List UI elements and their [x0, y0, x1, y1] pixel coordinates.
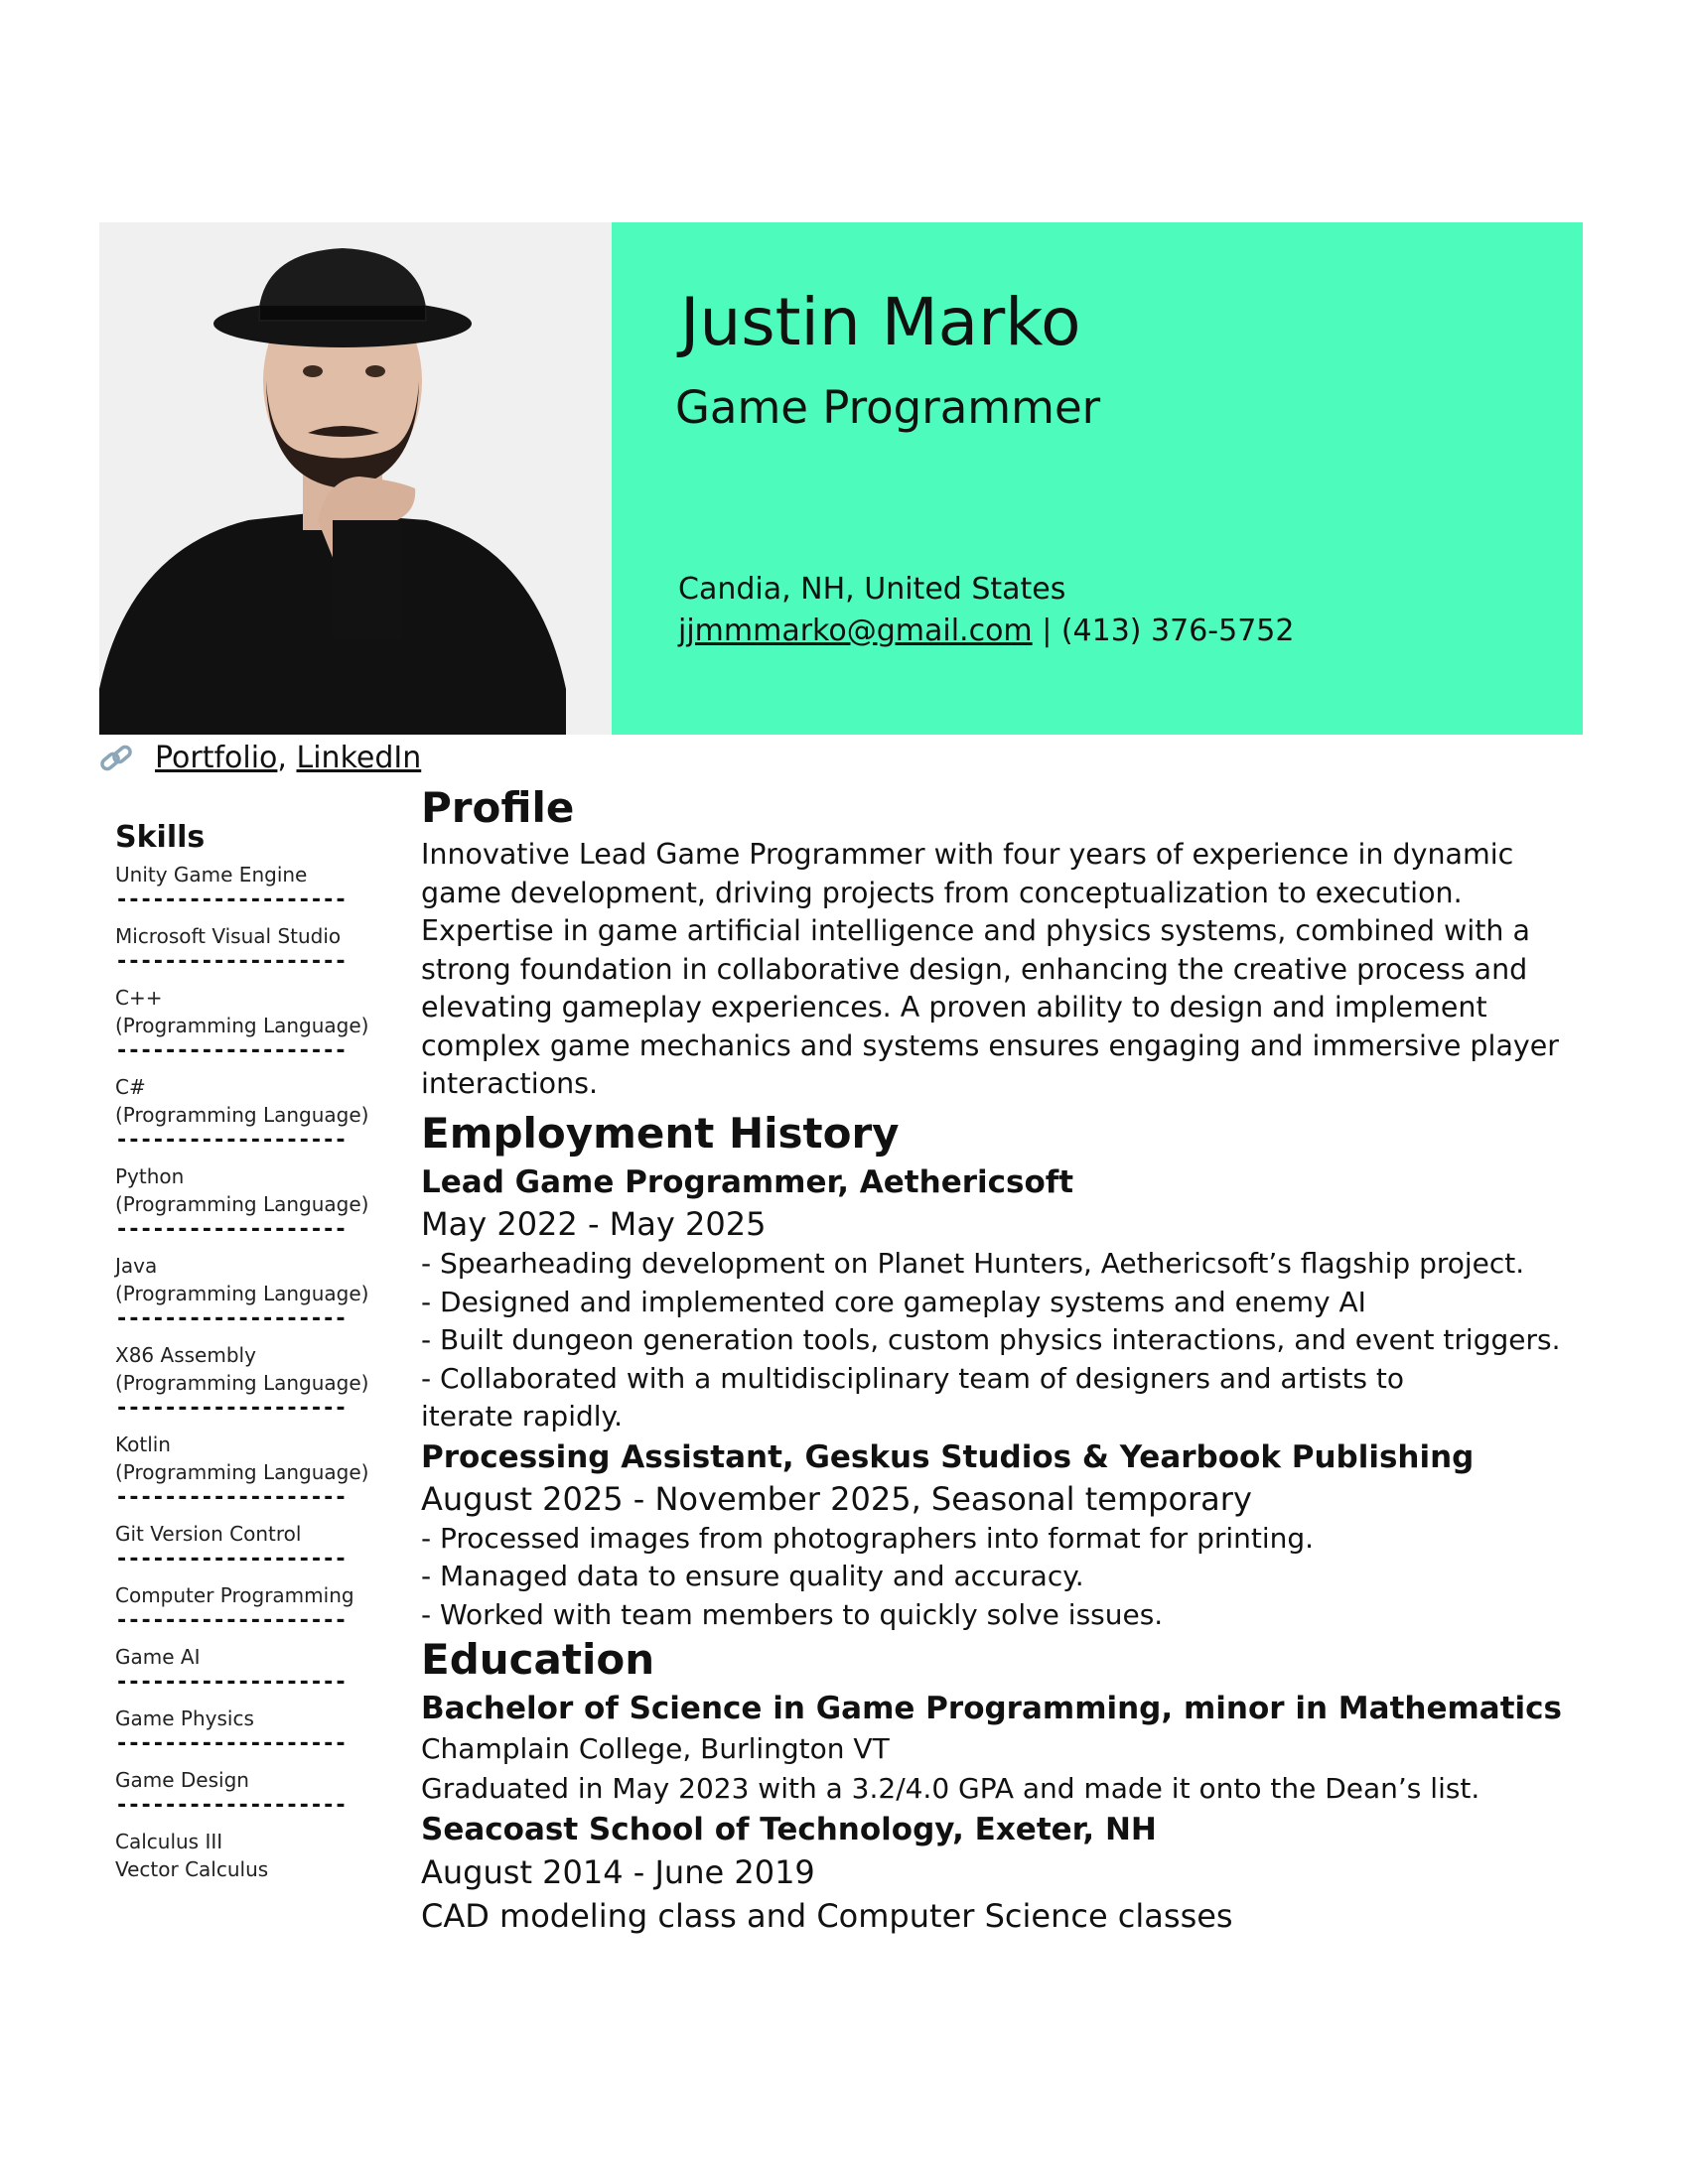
location: Candia, NH, United States — [678, 572, 1066, 607]
skill-separator: ------------------- — [115, 1217, 347, 1242]
profile-title: Profile — [421, 783, 575, 832]
job-dates: May 2022 - May 2025 — [421, 1205, 767, 1243]
job-bullet: - Built dungeon generation tools, custom physics interactions, and event triggers. — [421, 1323, 1561, 1356]
degree-title: Bachelor of Science in Game Programming, minor in Mathematics — [421, 1691, 1562, 1726]
header-panel — [612, 222, 1583, 735]
job-bullet: - Spearheading development on Planet Hunters, Aethericsoft’s flagship project. — [421, 1247, 1525, 1280]
education-title: Education — [421, 1635, 655, 1684]
skill-item: X86 Assembly (Programming Language) — [115, 1343, 369, 1395]
job-bullet: - Managed data to ensure quality and accuracy. — [421, 1560, 1084, 1592]
education-entry — [421, 1688, 1593, 1809]
education-entry — [421, 1809, 1593, 1938]
job-bullet: - Designed and implemented core gameplay systems and enemy AI — [421, 1285, 1366, 1318]
education-detail: CAD modeling class and Computer Science classes — [421, 1897, 1233, 1935]
skill-separator: ------------------- — [115, 949, 347, 974]
job-role: Game Programmer — [675, 381, 1101, 434]
job-entry — [421, 1161, 1593, 1436]
skill-item: Unity Game Engine — [115, 863, 308, 887]
employment-section — [421, 1106, 1593, 1634]
job-entry — [421, 1436, 1593, 1635]
skill-item: Microsoft Visual Studio — [115, 924, 342, 948]
skill-separator: ------------------- — [115, 887, 347, 912]
skill-item: C++ (Programming Language) — [115, 986, 369, 1037]
profile-section — [421, 780, 1593, 1104]
profile-photo — [99, 222, 612, 735]
skill-item: Python (Programming Language) — [115, 1164, 369, 1216]
skill-item: Java (Programming Language) — [115, 1254, 369, 1305]
skills-sidebar — [115, 820, 403, 1883]
job-bullet: - Processed images from photographers into format for printing. — [421, 1521, 1315, 1555]
links-comma: , — [277, 741, 297, 775]
skill-item: Game AI — [115, 1645, 201, 1669]
skill-item: Game Design — [115, 1768, 249, 1792]
phone-number: (413) 376-5752 — [1060, 614, 1295, 648]
skill-separator: ------------------- — [115, 1731, 347, 1756]
linkedin-link[interactable]: LinkedIn — [296, 741, 422, 775]
skill-separator: ------------------- — [115, 1608, 347, 1633]
skill-item: Calculus III Vector Calculus — [115, 1830, 269, 1881]
skill-separator: ------------------- — [115, 1670, 347, 1695]
portrait-image — [99, 222, 612, 735]
skill-separator: ------------------- — [115, 1038, 347, 1063]
contact-separator: | — [1032, 614, 1061, 648]
skill-item: C# (Programming Language) — [115, 1075, 369, 1127]
candidate-name: Justin Marko — [680, 284, 1081, 360]
education-detail: Graduated in May 2023 with a 3.2/4.0 GPA and made it onto the Dean’s list. — [421, 1772, 1480, 1805]
job-title: Lead Game Programmer, Aethericsoft — [421, 1164, 1074, 1200]
skills-list — [115, 861, 403, 1883]
skill-separator: ------------------- — [115, 1547, 347, 1571]
job-bullet: - Worked with team members to quickly solve issues. — [421, 1597, 1164, 1631]
skill-separator: ------------------- — [115, 1485, 347, 1510]
job-bullet: - Collaborated with a multidisciplinary team of designers and artists to iterate rapidly. — [421, 1361, 1405, 1433]
skill-item: Git Version Control — [115, 1522, 302, 1546]
employment-title: Employment History — [421, 1109, 900, 1158]
skill-item: Game Physics — [115, 1706, 254, 1730]
skill-item: Kotlin (Programming Language) — [115, 1433, 369, 1484]
portfolio-link[interactable]: Portfolio — [155, 741, 278, 775]
skill-separator: ------------------- — [115, 1793, 347, 1818]
email-link[interactable]: jjmmmarko@gmail.com — [678, 614, 1033, 648]
skills-title: Skills — [115, 820, 206, 855]
job-dates: August 2025 - November 2025, Seasonal temporary — [421, 1479, 1252, 1518]
contact-line — [678, 614, 1294, 648]
education-dates: August 2014 - June 2019 — [421, 1853, 815, 1891]
links-row — [99, 741, 421, 781]
skill-item: Computer Programming — [115, 1583, 354, 1607]
profile-text: Innovative Lead Game Programmer with four years of experience in dynamic game development, driving projects from conceptualization to execution. Expertise in game artificial intelligence and physics systems, combined with a strong foundation in collaborative design, enhancing the creative process and elevating gameplay experiences. A proven ability to design and implement complex game mechanics and systems ensures engaging and immersive player interactions. — [421, 838, 1560, 1100]
skill-separator: ------------------- — [115, 1396, 347, 1421]
education-section — [421, 1632, 1593, 1938]
skill-separator: ------------------- — [115, 1306, 347, 1331]
skill-separator: ------------------- — [115, 1128, 347, 1153]
job-title: Processing Assistant, Geskus Studios & Yearbook Publishing — [421, 1438, 1475, 1475]
school-name: Champlain College, Burlington VT — [421, 1732, 890, 1765]
school-title: Seacoast School of Technology, Exeter, NH — [421, 1812, 1157, 1847]
link-icon — [99, 744, 133, 781]
